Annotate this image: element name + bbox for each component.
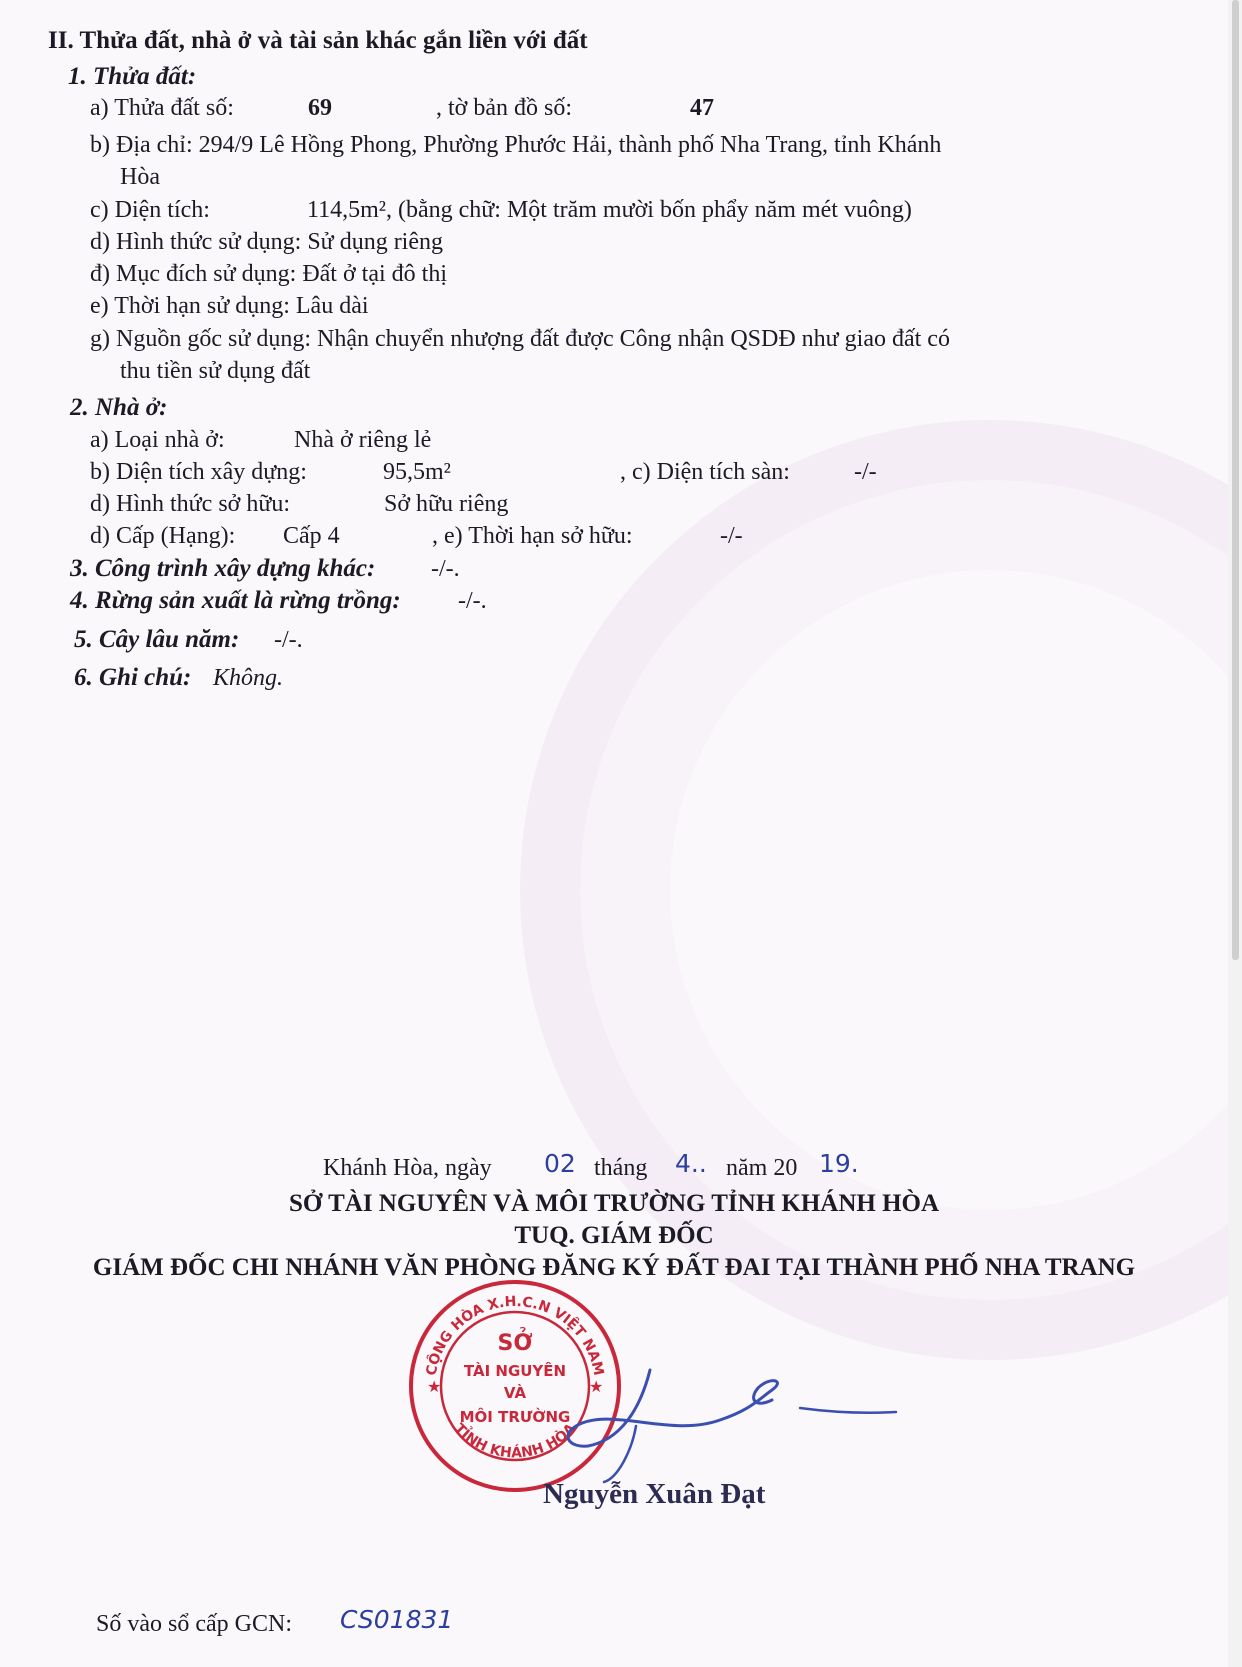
stamp-center-3: VÀ — [503, 1384, 527, 1402]
forest-value: -/-. — [458, 588, 487, 614]
house-heading: 2. Nhà ở: — [70, 394, 168, 421]
floor-area-label: , c) Diện tích sàn: — [620, 459, 790, 485]
address-line-2: Hòa — [120, 164, 160, 190]
land-term: e) Thời hạn sử dụng: Lâu dài — [90, 293, 369, 319]
grade-value: Cấp 4 — [283, 523, 340, 549]
other-works: 3. Công trình xây dựng khác: — [70, 555, 376, 582]
land-heading: 1. Thửa đất: — [68, 63, 197, 90]
registry-label: Số vào sổ cấp GCN: — [96, 1611, 292, 1637]
section-title: II. Thửa đất, nhà ở và tài sản khác gắn liền với đất — [48, 27, 588, 54]
date-month: 4.. — [675, 1149, 707, 1178]
authority-line-2: TUQ. GIÁM ĐỐC — [514, 1222, 714, 1249]
build-area-value: 95,5m² — [383, 459, 451, 485]
parcel-number: 69 — [308, 95, 332, 121]
map-label: , tờ bản đồ số: — [436, 95, 573, 121]
stamp-center-1: SỞ — [497, 1331, 533, 1356]
stamp-center-4: MÔI TRƯỜNG — [459, 1408, 571, 1426]
area-value: 114,5m², (bằng chữ: Một trăm mười bốn phẩy năm mét vuông) — [307, 197, 912, 223]
year-label: năm 20 — [726, 1155, 798, 1181]
land-origin-line-1: g) Nguồn gốc sử dụng: Nhận chuyển nhượng đất được Công nhận QSDĐ như giao đất có — [90, 326, 950, 352]
signature — [500, 1330, 920, 1490]
house-type-label: a) Loại nhà ở: — [90, 427, 225, 453]
other-works-value: -/-. — [431, 556, 460, 582]
floor-area-value: -/- — [854, 459, 877, 485]
authority-line-1: SỞ TÀI NGUYÊN VÀ MÔI TRƯỜNG TỈNH KHÁNH HÒA — [288, 1190, 940, 1217]
note-value: Không. — [213, 665, 284, 691]
page-edge-scrollbar — [1228, 0, 1242, 1667]
date-prefix: Khánh Hòa, ngày — [323, 1155, 492, 1181]
date-year: 19. — [819, 1149, 859, 1178]
date-day: 02 — [544, 1149, 576, 1178]
month-label: tháng — [594, 1155, 648, 1181]
land-origin-line-2: thu tiền sử dụng đất — [120, 358, 311, 384]
grade-label: d) Cấp (Hạng): — [90, 523, 236, 549]
perennial-value: -/-. — [274, 627, 303, 653]
registry-number: CS01831 — [340, 1605, 454, 1634]
ownership-term-label: , e) Thời hạn sở hữu: — [432, 523, 633, 549]
stamp-ring-top: CỘNG HÒA X.H.C.N VIỆT NAM — [423, 1293, 607, 1377]
stamp-ring-bottom: TỈNH KHÁNH HÒA — [450, 1420, 580, 1462]
note-label: 6. Ghi chú: — [74, 664, 192, 691]
signer-name: Nguyễn Xuân Đạt — [543, 1478, 766, 1510]
authority-line-3: GIÁM ĐỐC CHI NHÁNH VĂN PHÒNG ĐĂNG KÝ ĐẤT ĐAI TẠI THÀNH PHỐ NHA TRANG — [92, 1254, 1136, 1281]
build-area-label: b) Diện tích xây dựng: — [90, 459, 307, 485]
address-line-1: b) Địa chỉ: 294/9 Lê Hồng Phong, Phường Phước Hải, thành phố Nha Trang, tỉnh Khánh — [90, 132, 942, 158]
perennial: 5. Cây lâu năm: — [74, 626, 240, 653]
svg-text:★: ★ — [427, 1377, 442, 1396]
stamp-center-2: TÀI NGUYÊN — [463, 1362, 567, 1380]
land-purpose: đ) Mục đích sử dụng: Đất ở tại đô thị — [90, 261, 447, 287]
usage-form: d) Hình thức sử dụng: Sử dụng riêng — [90, 229, 444, 255]
house-type-value: Nhà ở riêng lẻ — [294, 427, 432, 453]
ownership-value: Sở hữu riêng — [384, 491, 509, 517]
area-label: c) Diện tích: — [90, 197, 210, 223]
parcel-label: a) Thửa đất số: — [90, 95, 234, 121]
map-number: 47 — [690, 95, 714, 121]
forest: 4. Rừng sản xuất là rừng trồng: — [70, 587, 401, 614]
ownership-label: d) Hình thức sở hữu: — [90, 491, 291, 517]
svg-text:★: ★ — [589, 1377, 604, 1396]
ownership-term-value: -/- — [720, 523, 743, 549]
